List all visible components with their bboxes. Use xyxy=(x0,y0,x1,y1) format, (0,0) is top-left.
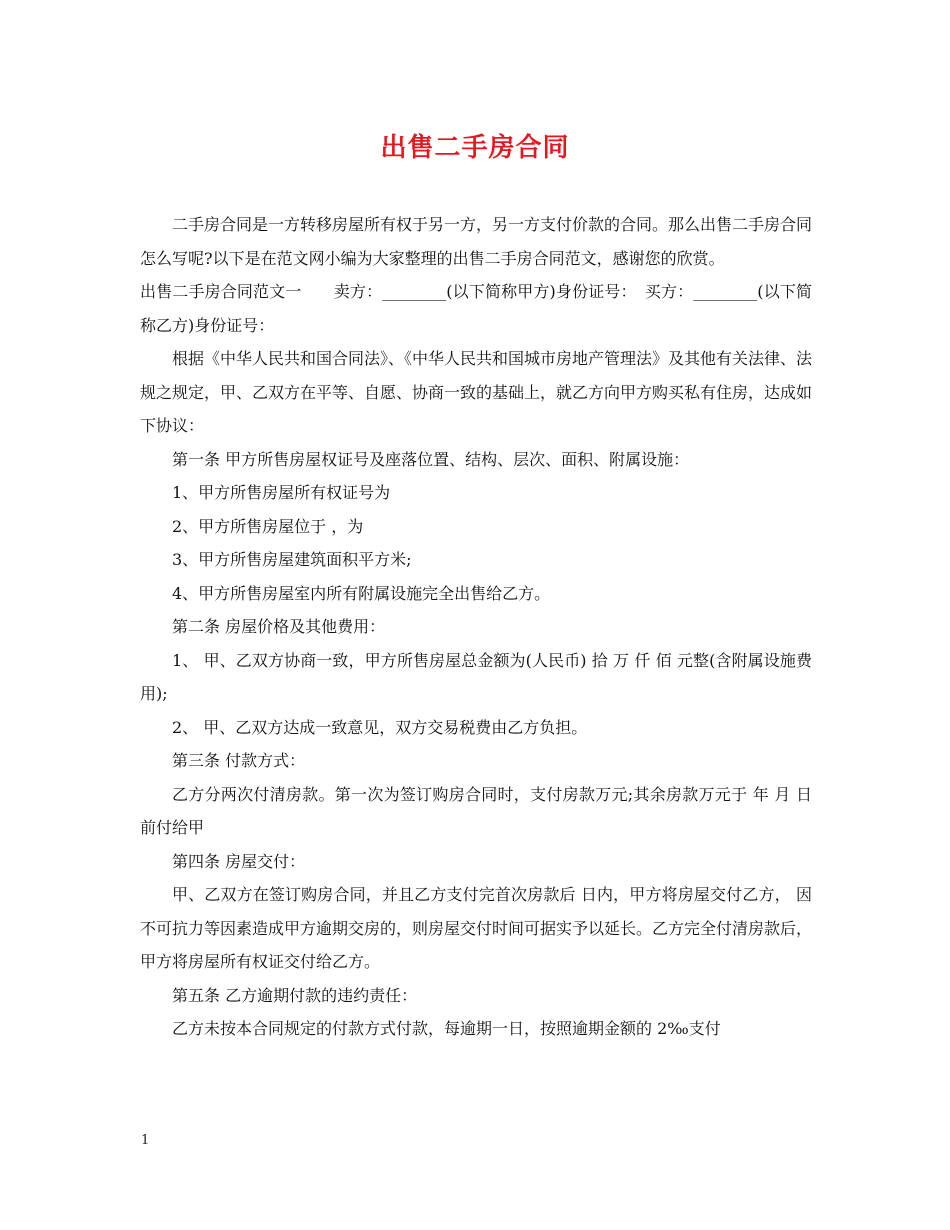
article-5-heading: 第五条 乙方逾期付款的违约责任： xyxy=(172,985,418,1005)
intro-paragraph: 二手房合同是一方转移房屋所有权于另一方，另一方支付价款的合同。那么出售二手房合同怎么写呢?以下是在范文网小编为大家整理的出售二手房合同范文，感谢您的欣赏。 xyxy=(140,215,813,268)
article-4-heading: 第四条 房屋交付： xyxy=(172,851,306,871)
article-1-heading: 第一条 甲方所售房屋权证号及座落位置、结构、层次、面积、附属设施： xyxy=(172,449,690,469)
parties-paragraph: 出售二手房合同范文一 卖方：________(以下简称甲方)身份证号： 买方：________(以下简称乙方)身份证号： xyxy=(140,282,812,335)
legal-basis-paragraph: 根据《中华人民共和国合同法》、《中华人民共和国城市房地产管理法》及其他有关法律、法规之规定，甲、乙双方在平等、自愿、协商一致的基础上，就乙方向甲方购买私有住房，达成如下协议： xyxy=(140,349,813,435)
article-3-heading: 第三条 付款方式： xyxy=(172,751,306,770)
article-3-body: 乙方分两次付清房款。第一次为签订购房合同时，支付房款万元;其余房款万元于 年 月 日前付给甲 xyxy=(140,784,812,837)
article-2-item-1: 1、 甲、乙双方协商一致，甲方所售房屋总金额为(人民币) 拾 万 仟 佰 元整(含附属设施费用); xyxy=(140,650,812,703)
article-1-item-4: 4、甲方所售房屋室内所有附属设施完全出售给乙方。 xyxy=(172,583,551,603)
article-1-item-2: 2、甲方所售房屋位于 ，为 xyxy=(172,516,364,536)
article-4-body: 甲、乙双方在签订购房合同，并且乙方支付完首次房款后 日内，甲方将房屋交付乙方， 因不可抗力等因素造成甲方逾期交房的，则房屋交付时间可据实予以延长。乙方完全付清房款后，甲方将房屋所有权证交付给乙方。 xyxy=(140,885,813,971)
document-body xyxy=(140,208,812,1046)
article-5-body: 乙方未按本合同规定的付款方式付款，每逾期一日，按照逾期金额的 2‰支付 xyxy=(172,1019,721,1038)
document-title: 出售二手房合同 xyxy=(380,133,570,163)
article-2-heading: 第二条 房屋价格及其他费用： xyxy=(172,617,386,636)
article-1-item-1: 1、甲方所售房屋所有权证号为 xyxy=(172,483,391,502)
page-number: 1 xyxy=(141,1133,150,1148)
article-2-item-2: 2、 甲、乙双方达成一致意见，双方交易税费由乙方负担。 xyxy=(172,717,588,737)
article-1-item-3: 3、甲方所售房屋建筑面积平方米; xyxy=(172,550,412,569)
